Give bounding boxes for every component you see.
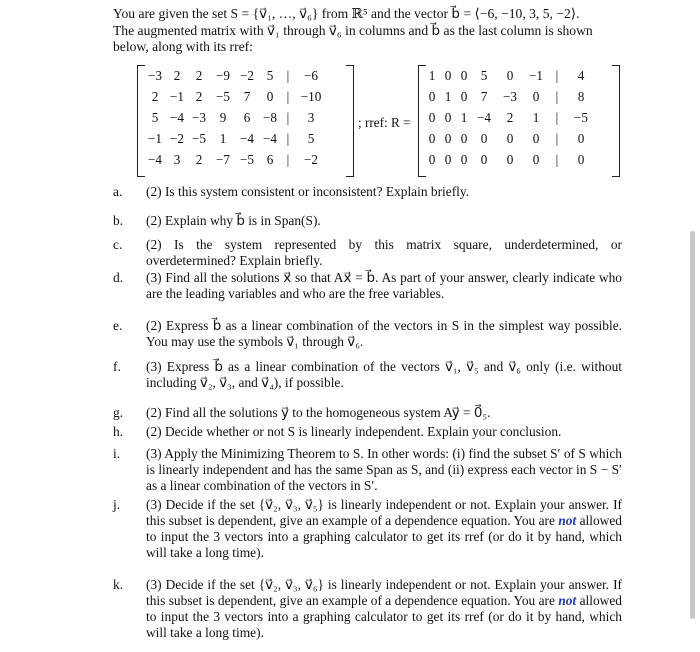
matrix-row: [424, 107, 596, 128]
matrix-entry: −2: [239, 67, 255, 83]
left-bracket: [418, 65, 426, 177]
matrix-entry: 0: [428, 109, 436, 125]
question-text: [146, 577, 622, 641]
question-label: g.: [113, 405, 124, 420]
matrix-entry: −10: [300, 88, 322, 104]
question-text-part: allowed to input the 3 vectors into a graphing calculator to get its rref (or do it by hand, which will take a long time).: [146, 513, 622, 560]
matrix-row: [424, 149, 596, 170]
matrix-entry: 0: [506, 67, 514, 83]
left-bracket: [137, 65, 145, 177]
matrix-entry: 0: [506, 151, 514, 167]
intro-line-2: The augmented matrix with v⃗₁ through v⃗₆ in columns and b⃗ as the last column is shown: [113, 22, 593, 38]
augment-bar: |: [555, 109, 559, 125]
matrix-entry: 2: [151, 88, 159, 104]
matrix-entry: 2: [506, 109, 514, 125]
question-text: (3) Find all the solutions x⃗ so that Ax⃗ = b⃗. As part of your answer, clearly indicate who are the leading variables and who are the free variables.: [146, 270, 622, 301]
matrix-entry: −7: [215, 151, 231, 167]
matrix-entry: 0: [460, 130, 468, 146]
matrix-entry: 0: [532, 151, 540, 167]
matrix-entry: −5: [215, 88, 231, 104]
matrix-entry: −4: [262, 130, 278, 146]
matrix-row: [143, 65, 327, 86]
question-text: (2) Decide whether or not S is linearly independent. Explain your conclusion.: [146, 424, 562, 439]
matrix-entry: −5: [573, 109, 589, 125]
question-label: i.: [113, 446, 121, 461]
augment-bar: |: [286, 109, 290, 125]
question-label: b.: [113, 213, 124, 228]
matrix-entry: 4: [577, 67, 585, 83]
matrix-entry: 7: [243, 88, 251, 104]
matrix-entry: 1: [460, 109, 468, 125]
intro-line-1: You are given the set S = {v⃗₁, …, v⃗₆} from ℝ⁵ and the vector b⃗ = ⟨−6, −10, 3, 5, −2⟩.: [113, 6, 580, 21]
matrix-entry: 1: [444, 88, 452, 104]
matrix-entry: 0: [428, 151, 436, 167]
matrix-entry: −4: [169, 109, 185, 125]
question-text-part: (3) Decide if the set {v⃗₂, v⃗₃, v⃗₆} is linearly independent or not. Explain your answer. If this subset is dependent, give an example of a dependence equation. You are: [146, 577, 622, 608]
matrix-entry: 0: [428, 88, 436, 104]
augment-bar: |: [286, 88, 290, 104]
rref-matrix-table: [424, 65, 596, 170]
matrix-entry: 0: [532, 130, 540, 146]
matrix-entry: 8: [577, 88, 585, 104]
matrix-entry: 1: [532, 109, 540, 125]
matrix-entry: 1: [428, 67, 436, 83]
matrix-row: [143, 128, 327, 149]
matrix-entry: 3: [307, 109, 315, 125]
matrix-entry: 0: [506, 130, 514, 146]
augmented-matrix-table: [143, 65, 327, 170]
matrix-entry: 9: [219, 109, 227, 125]
matrix-entry: 1: [219, 130, 227, 146]
question-text: (2) Express b⃗ as a linear combination of the vectors in S in the simplest way possible. You may use the symbols v⃗₁ through v⃗₆.: [146, 318, 622, 349]
matrix-entry: −5: [239, 151, 255, 167]
question-text-part: allowed to input the 3 vectors into a graphing calculator to get its rref (or do it by hand, which will take a long time).: [146, 593, 622, 640]
matrix-entry: 0: [460, 67, 468, 83]
augmented-matrix: [143, 65, 348, 177]
question-label: h.: [113, 424, 124, 439]
augment-bar: |: [555, 88, 559, 104]
matrix-entry: −5: [191, 130, 207, 146]
right-bracket: [346, 65, 354, 177]
question-label: a.: [113, 184, 123, 199]
question-text-part: (3) Decide if the set {v⃗₂, v⃗₃, v⃗₅} is linearly independent or not. Explain your answer. If this subset is dependent, give an example of a dependence equation. You are: [146, 497, 622, 528]
augment-bar: |: [555, 67, 559, 83]
matrix-entry: 0: [444, 109, 452, 125]
question-label: f.: [113, 359, 121, 374]
matrix-entry: 2: [195, 67, 203, 83]
matrix-row: [143, 149, 327, 170]
matrix-entry: 5: [266, 67, 274, 83]
augment-bar: |: [286, 130, 290, 146]
matrix-entry: 2: [195, 151, 203, 167]
question-label: k.: [113, 577, 124, 592]
question-label: c.: [113, 237, 123, 252]
scrollbar[interactable]: [690, 231, 695, 619]
augment-bar: |: [286, 67, 290, 83]
matrix-entry: 0: [428, 130, 436, 146]
intro-line-3: below, along with its rref:: [113, 39, 253, 54]
matrix-row: [424, 86, 596, 107]
question-label: j.: [113, 497, 121, 512]
question-label: e.: [113, 318, 123, 333]
matrix-entry: −1: [169, 88, 185, 104]
matrix-entry: −8: [262, 109, 278, 125]
matrix-entry: 0: [480, 151, 488, 167]
matrix-entry: 0: [266, 88, 274, 104]
question-text: (2) Is the system represented by this matrix square, underdetermined, or overdetermined? Explain briefly.: [146, 237, 622, 268]
question-text: (2) Is this system consistent or inconsistent? Explain briefly.: [146, 184, 470, 199]
matrix-entry: −9: [215, 67, 231, 83]
matrix-entry: 5: [307, 130, 315, 146]
matrix-entry: 3: [173, 151, 181, 167]
matrix-entry: 2: [173, 67, 181, 83]
matrix-entry: −2: [169, 130, 185, 146]
matrix-entry: 6: [243, 109, 251, 125]
matrix-entry: −4: [239, 130, 255, 146]
question-text: (2) Find all the solutions y⃗ to the homogeneous system Ay⃗ = 0⃗₅.: [146, 405, 491, 420]
matrix-entry: −3: [147, 67, 163, 83]
matrix-entry: −1: [147, 130, 163, 146]
emphasis-not: not: [558, 513, 577, 528]
matrix-entry: 6: [266, 151, 274, 167]
matrix-entry: 2: [195, 88, 203, 104]
matrix-row: [424, 65, 596, 86]
augment-bar: |: [555, 130, 559, 146]
matrix-entry: 0: [444, 151, 452, 167]
matrix-entry: 0: [532, 88, 540, 104]
matrix-entry: 0: [444, 67, 452, 83]
matrix-entry: 5: [480, 67, 488, 83]
matrix-row: [143, 107, 327, 128]
question-text: (3) Express b⃗ as a linear combination of the vectors v⃗₁, v⃗₅ and v⃗₆ only (i.e. without including v⃗₂, v⃗₃, and v⃗₄), if possible.: [146, 359, 622, 390]
matrix-entry: 0: [480, 130, 488, 146]
augment-bar: |: [555, 151, 559, 167]
question-text: (2) Explain why b⃗ is in Span(S).: [146, 213, 321, 228]
question-text: [146, 497, 622, 561]
matrix-entry: 0: [460, 151, 468, 167]
matrix-entry: 0: [460, 88, 468, 104]
matrix-entry: −3: [191, 109, 207, 125]
matrix-entry: 0: [444, 130, 452, 146]
rref-matrix: [424, 65, 614, 177]
matrix-entry: 7: [480, 88, 488, 104]
matrix-row: [424, 128, 596, 149]
emphasis-not: not: [558, 593, 577, 608]
question-label: d.: [113, 270, 124, 285]
rref-label: ; rref: R =: [358, 115, 411, 130]
augment-bar: |: [286, 151, 290, 167]
right-bracket: [612, 65, 620, 177]
matrix-entry: −1: [528, 67, 544, 83]
matrix-entry: 0: [577, 151, 585, 167]
matrix-entry: −3: [502, 88, 518, 104]
question-text: (3) Apply the Minimizing Theorem to S. In other words: (i) find the subset S′ of S which is linearly independent and has the same Span as S, and (ii) express each vector in S − S′ as a linear combination of the vectors in S′.: [146, 446, 622, 493]
matrix-entry: −4: [147, 151, 163, 167]
matrix-entry: −4: [476, 109, 492, 125]
matrix-row: [143, 86, 327, 107]
problem-intro: [113, 6, 623, 56]
matrix-entry: −6: [303, 67, 319, 83]
matrix-entry: −2: [303, 151, 319, 167]
matrix-entry: 0: [577, 130, 585, 146]
matrix-entry: 5: [151, 109, 159, 125]
